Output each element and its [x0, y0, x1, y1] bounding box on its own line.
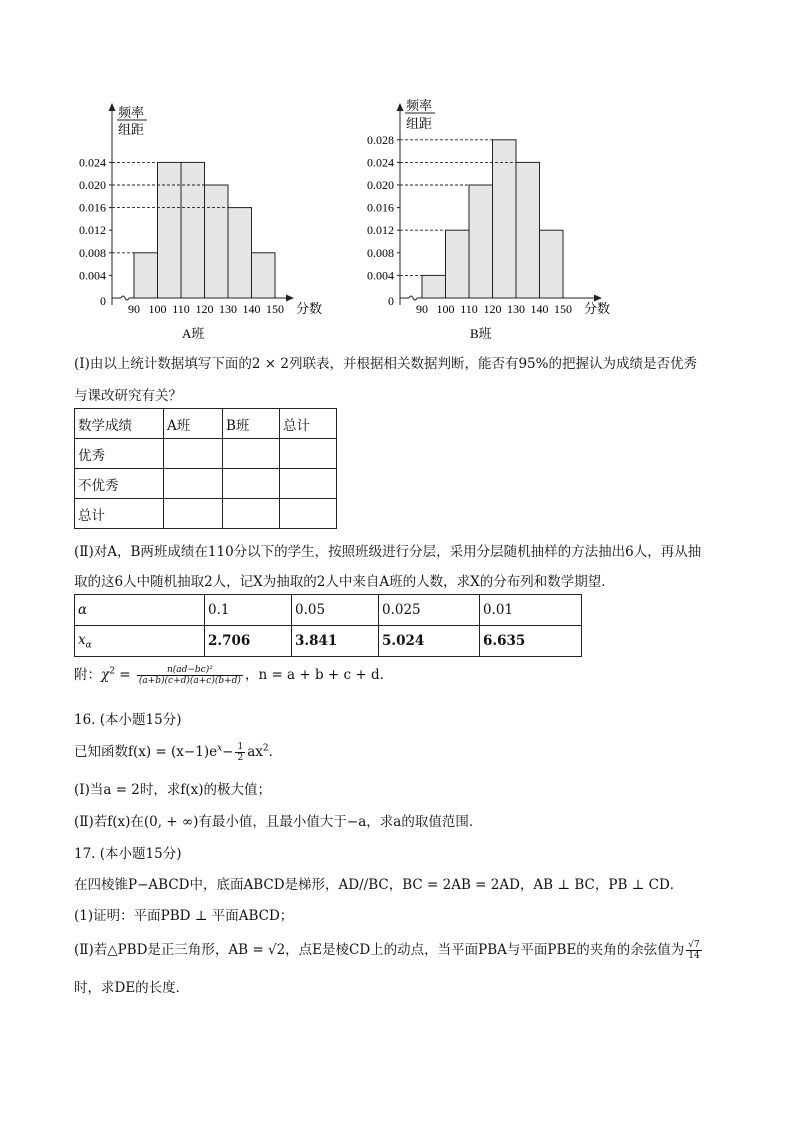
- cv-row1-label: α: [75, 595, 205, 626]
- ct-cell[interactable]: [223, 439, 280, 469]
- y-tick-label: 0.016: [367, 200, 394, 215]
- q17-frac-den: 14: [688, 951, 700, 961]
- x-tick-label: 110: [460, 302, 478, 316]
- formula-numerator: n(ad−bc)²: [137, 665, 243, 676]
- x-tick-label: 110: [172, 302, 190, 316]
- cv-value: 2.706: [205, 626, 292, 657]
- q17-part2-text: (Ⅱ)若△PBD是正三角形，AB = √2，点E是棱CD上的动点，当平面PBA与平面PBE的夹角的余弦值为: [74, 942, 685, 958]
- q16-heading: 16. (本小题15分): [74, 712, 182, 728]
- histogram-bar: [469, 185, 493, 298]
- y-tick-label: 0.020: [367, 178, 394, 192]
- q16-stem-a: 已知函数f(x) = (x−1)e: [74, 744, 218, 760]
- ct-header-2: B班: [223, 409, 280, 439]
- y-tick-label: 0.016: [79, 200, 106, 215]
- x-axis-arrow: [286, 295, 294, 302]
- x-tick-label: 120: [483, 302, 502, 316]
- x-tick-label: 130: [507, 302, 525, 316]
- histogram-bar: [252, 253, 276, 298]
- q16-stem-c: ax: [247, 744, 263, 760]
- histogram-bar: [228, 208, 252, 298]
- ct-cell[interactable]: [280, 439, 337, 469]
- formula-denominator: (a+b)(c+d)(a+c)(b+d): [138, 676, 241, 686]
- part1-label: (Ⅰ): [74, 356, 90, 372]
- ct-cell[interactable]: [164, 499, 223, 529]
- ct-cell[interactable]: [280, 499, 337, 529]
- cv-alpha: 0.025: [379, 595, 480, 626]
- x-tick-label: 100: [436, 302, 455, 316]
- part1-line2: 与课改研究有关？: [74, 388, 182, 404]
- q16-frac-den: 2: [237, 753, 244, 763]
- histogram-b: [348, 95, 688, 345]
- cv-alpha: 0.05: [292, 595, 379, 626]
- x-tick-label: 140: [530, 302, 549, 316]
- ct-row-label: 优秀: [75, 439, 164, 469]
- q17-part2: [74, 938, 704, 961]
- ct-header-3: 总计: [280, 409, 337, 439]
- x-tick-label: 150: [266, 302, 284, 316]
- ylabel-bottom: 组距: [406, 116, 433, 131]
- x-tick-label: 130: [219, 302, 237, 316]
- q16-fraction: [235, 742, 245, 763]
- formula-chi: χ: [101, 667, 110, 683]
- cv-alpha: 0.1: [205, 595, 292, 626]
- histogram-bar: [540, 230, 564, 298]
- q17-fraction: [686, 940, 701, 961]
- cv-x: x: [78, 631, 86, 648]
- y-tick-label: 0.004: [79, 268, 106, 283]
- ct-row-label: 不优秀: [75, 469, 164, 499]
- axis-break: [121, 296, 129, 300]
- x-tick-label: 150: [554, 302, 572, 316]
- caption: A班: [182, 326, 205, 341]
- ct-cell[interactable]: [280, 469, 337, 499]
- cv-value: 6.635: [480, 626, 582, 657]
- q16-frac-num: 1: [237, 742, 244, 752]
- cv-value: 3.841: [292, 626, 379, 657]
- origin-label: 0: [100, 294, 106, 308]
- part2-text: 对A，B两班成绩在110分以下的学生，按照班级进行分层，采用分层随机抽样的方法抽出6人，再从抽: [93, 544, 702, 560]
- y-tick-label: 0.028: [367, 132, 394, 147]
- ylabel-bottom: 组距: [118, 122, 145, 137]
- ylabel-top: 频率: [406, 98, 433, 113]
- q17-frac-num: √7: [688, 940, 700, 950]
- q17-part2-line2: 时，求DE的长度．: [74, 980, 190, 996]
- q16-stem: [74, 740, 282, 763]
- histogram-bar: [158, 162, 182, 298]
- critical-value-table: [74, 594, 582, 657]
- q16-stem-sup: x: [217, 743, 223, 754]
- xlabel: 分数: [584, 301, 611, 316]
- axis-break: [409, 296, 417, 300]
- q17-part1: (1)证明：平面PBD ⊥ 平面ABCD；: [74, 908, 294, 924]
- y-tick-label: 0.024: [367, 155, 394, 170]
- part2-line2: 取的这6人中随机抽取2人，记X为抽取的2人中来自A班的人数，求X的分布列和数学期望．: [74, 574, 615, 590]
- q17-stem: 在四棱锥P−ABCD中，底面ABCD是梯形，AD//BC，BC = 2AB = 2AD，AB ⊥ BC，PB ⊥ CD．: [74, 877, 684, 893]
- histogram-bar: [446, 230, 470, 298]
- formula-prefix: 附：: [74, 667, 101, 683]
- q16-stem-d: ．: [268, 744, 283, 760]
- q16-stem-b: −: [222, 744, 234, 760]
- origin-label: 0: [388, 294, 394, 308]
- y-tick-label: 0.004: [367, 268, 394, 283]
- ct-cell[interactable]: [164, 439, 223, 469]
- caption: B班: [470, 326, 492, 341]
- ct-cell[interactable]: [223, 499, 280, 529]
- cv-x-sub: α: [85, 640, 92, 651]
- y-tick-label: 0.024: [79, 155, 106, 170]
- cv-value: 5.024: [379, 626, 480, 657]
- contingency-table: [74, 408, 337, 529]
- y-axis-arrow: [397, 103, 404, 111]
- chi-square-formula: [74, 663, 393, 686]
- y-tick-label: 0.012: [367, 223, 394, 238]
- x-tick-label: 140: [242, 302, 261, 316]
- part1-text: 由以上统计数据填写下面的2 × 2列联表，并根据相关数据判断，能否有95%的把握认为成绩是否优秀: [89, 356, 697, 372]
- x-tick-label: 90: [416, 302, 428, 316]
- x-tick-label: 120: [195, 302, 214, 316]
- q16-part2: (Ⅱ)若f(x)在(0, + ∞)有最小值，且最小值大于−a，求a的取值范围．: [74, 814, 483, 830]
- ct-cell[interactable]: [223, 469, 280, 499]
- histogram-bar: [205, 185, 229, 298]
- part1-line1: [74, 352, 697, 372]
- ct-row-label: 总计: [75, 499, 164, 529]
- q16-stem-sup2: 2: [262, 743, 269, 754]
- part2-label: (Ⅱ): [74, 544, 94, 560]
- cv-alpha: 0.01: [480, 595, 582, 626]
- y-axis-arrow: [109, 103, 116, 111]
- formula-eq: =: [114, 667, 135, 683]
- y-tick-label: 0.008: [367, 245, 394, 260]
- histogram-bar: [134, 253, 158, 298]
- ct-header-1: A班: [164, 409, 223, 439]
- part2-line1: [74, 540, 701, 560]
- formula-fraction: [137, 665, 243, 686]
- x-tick-label: 100: [148, 302, 167, 316]
- x-tick-label: 90: [128, 302, 140, 316]
- histogram-bar: [422, 275, 446, 298]
- y-tick-label: 0.008: [79, 245, 106, 260]
- q16-part1: (Ⅰ)当a = 2时，求f(x)的极大值；: [74, 782, 272, 798]
- xlabel: 分数: [296, 301, 323, 316]
- cv-row2-label: [75, 626, 205, 657]
- formula-suffix: ，n = a + b + c + d．: [244, 667, 394, 683]
- y-tick-label: 0.012: [79, 223, 106, 238]
- histogram-bar: [516, 162, 540, 298]
- q17-heading: 17. (本小题15分): [74, 846, 182, 862]
- ylabel-top: 频率: [118, 105, 145, 120]
- histogram-bar: [181, 162, 205, 298]
- ct-header-0: 数学成绩: [75, 409, 164, 439]
- ct-cell[interactable]: [164, 469, 223, 499]
- formula-chi-sup: 2: [109, 666, 115, 677]
- histogram-bar: [493, 140, 517, 298]
- y-tick-label: 0.020: [79, 178, 106, 192]
